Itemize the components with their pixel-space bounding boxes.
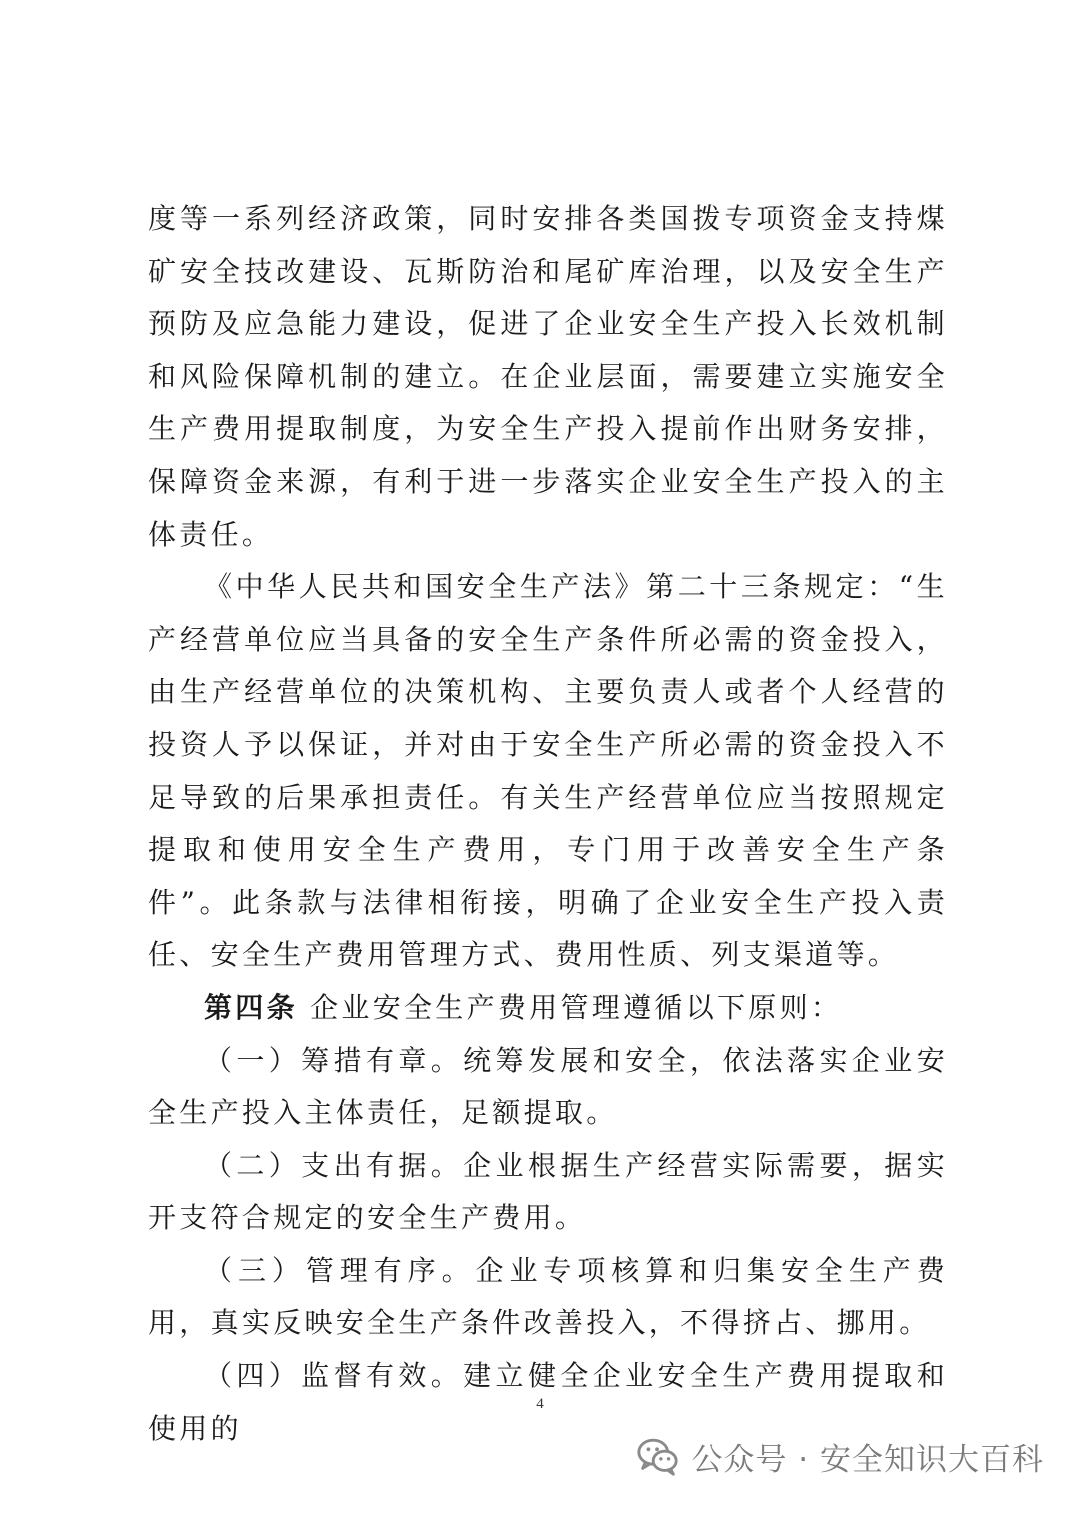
page-number: 4 <box>536 1396 544 1412</box>
paragraph-policy-context: 度等一系列经济政策，同时安排各类国拨专项资金支持煤矿安全技改建设、瓦斯防治和尾矿库治理，以及安全生产预防及应急能力建设，促进了企业安全生产投入长效机制和风险保障机制的建立。在企业层面，需要建立实施安全生产费用提取制度，为安全生产投入提前作出财务安排，保障资金来源，有利于进一步落实企业安全生产投入的主体责任。 <box>148 202 948 551</box>
article-heading: 第四条 <box>204 990 298 1024</box>
watermark <box>635 1433 1044 1479</box>
principle-item-4: （四）监督有效。建立健全企业安全生产费用提取和使用的 <box>148 1359 948 1445</box>
article-four <box>148 982 948 1035</box>
principle-item-3: （三）管理有序。企业专项核算和归集安全生产费用，真实反映安全生产条件改善投入，不得挤占、挪用。 <box>148 1253 948 1340</box>
document-body <box>148 193 948 1455</box>
principle-item-2: （二）支出有据。企业根据生产经营实际需要，据实开支符合规定的安全生产费用。 <box>148 1148 948 1235</box>
paragraph-law-quote: 《中华人民共和国安全生产法》第二十三条规定：“生产经营单位应当具备的安全生产条件所必需的资金投入，由生产经营单位的决策机构、主要负责人或者个人经营的投资人予以保证，并对由于安全生产所必需的资金投入不足导致的后果承担责任。有关生产经营单位应当按照规定提取和使用安全生产费用，专门用于改善安全生产条件”。此条款与法律相衔接，明确了企业安全生产投入责任、安全生产费用管理方式、费用性质、列支渠道等。 <box>148 570 948 972</box>
principle-item-1: （一）筹措有章。统筹发展和安全，依法落实企业安全生产投入主体责任，足额提取。 <box>148 1043 948 1130</box>
article-text: 企业安全生产费用管理遵循以下原则： <box>297 990 843 1024</box>
wechat-icon <box>635 1433 681 1479</box>
watermark-text: 公众号 · 安全知识大百科 <box>691 1441 1044 1478</box>
